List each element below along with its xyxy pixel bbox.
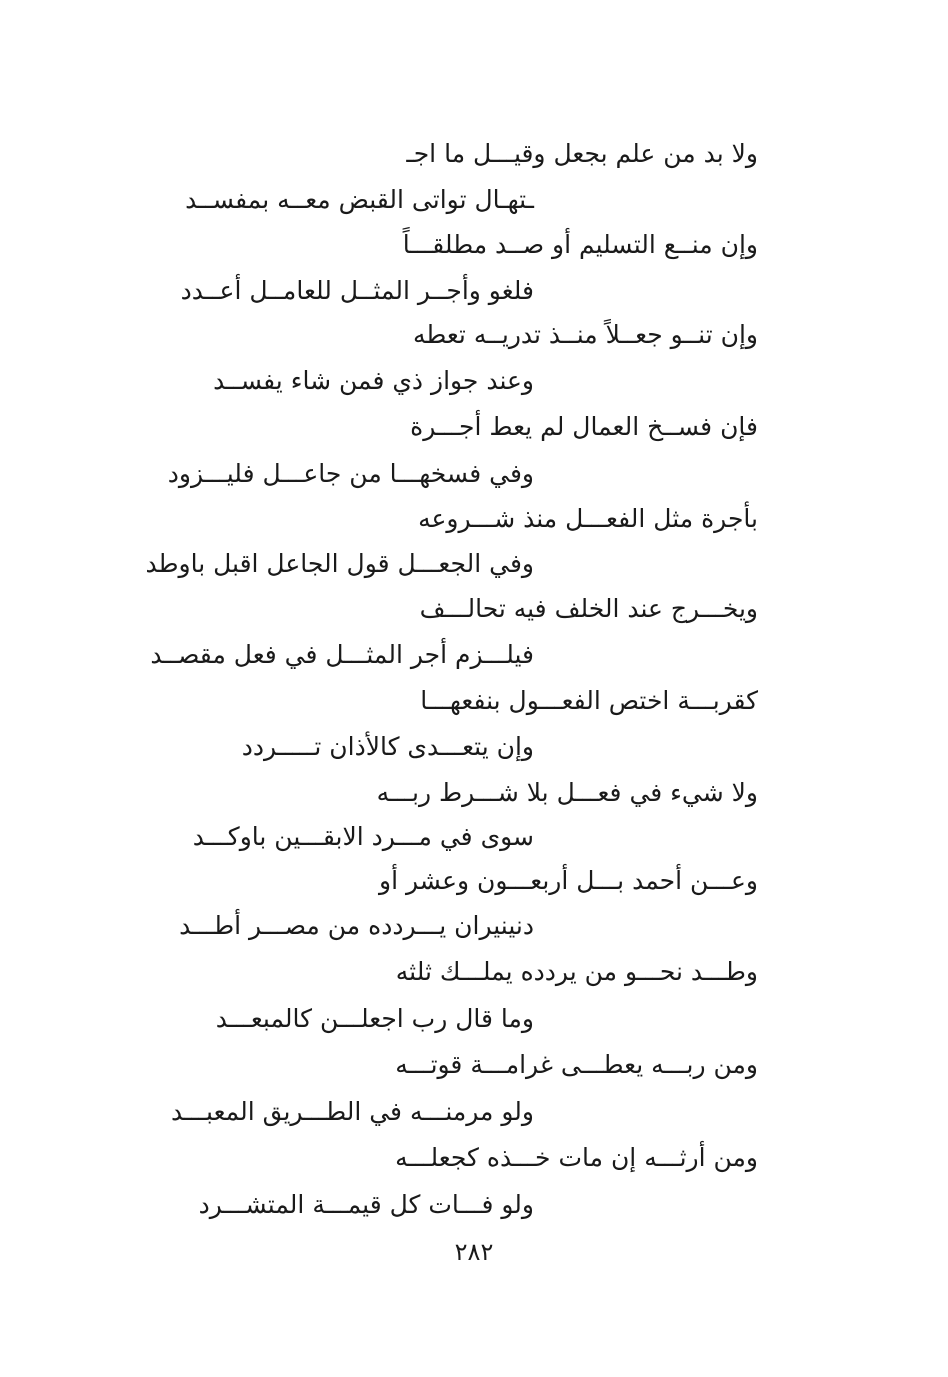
verse-second-hemistich: وإن يتعـــدى كالأذان تـــــردد: [241, 732, 534, 761]
verse-second-hemistich: ولو مرمنـــه في الطـــريق المعبـــد: [170, 1097, 534, 1126]
verse-first-hemistich: ولا بد من علم بجعل وقيـــل ما اجـ: [406, 139, 758, 168]
verse-first-hemistich: ويخـــرج عند الخلف فيه تحالـــف: [419, 594, 758, 623]
verse-first-hemistich: ومن ربـــه يعطـــى غرامـــة قوتـــه: [395, 1050, 758, 1079]
verse-second-hemistich: وفي فسخهـــا من جاعـــل فليـــزود: [167, 459, 534, 488]
verse-second-hemistich: وما قال رب اجعلـــن كالمبعـــد: [215, 1004, 534, 1033]
verse-first-hemistich: وإن تنــو جعــلاً منــذ تدريــه تعطه: [412, 320, 758, 349]
page-number: ٢٨٢: [454, 1238, 494, 1266]
verse-first-hemistich: وطـــد نحـــو من يردده يملـــك ثلثه: [395, 957, 758, 986]
verse-first-hemistich: ولا شيء في فعـــل بلا شـــرط ربـــه: [376, 778, 758, 807]
verse-second-hemistich: فيلـــزم أجر المثـــل في فعل مقصــد: [150, 640, 534, 669]
verse-first-hemistich: ومن أرثـــه إن مات خـــذه كجعلـــه: [395, 1143, 758, 1172]
verse-first-hemistich: وعـــن أحمد بـــل أربعـــون وعشر أو: [379, 866, 758, 895]
verse-second-hemistich: ولو فـــات كل قيمـــة المتشـــرد: [198, 1190, 534, 1219]
verse-second-hemistich: دنينيران يـــردده من مصـــر أطـــد: [179, 911, 534, 940]
verse-second-hemistich: وعند جواز ذي فمن شاء يفســد: [213, 366, 534, 395]
verse-first-hemistich: كقربـــة اختص الفعـــول بنفعهـــا: [420, 686, 758, 715]
verse-first-hemistich: وإن منــع التسليم أو صــد مطلقـــاً: [402, 230, 758, 259]
verse-first-hemistich: بأجرة مثل الفعـــل منذ شـــروعه: [418, 504, 758, 533]
verse-first-hemistich: فإن فســخ العمال لم يعط أجـــرة: [410, 412, 758, 441]
verse-second-hemistich: سوى في مـــرد الابقـــين باوكـــد: [192, 822, 534, 851]
verse-second-hemistich: وفي الجعـــل قول الجاعل اقبل باوطد: [145, 549, 534, 578]
verse-second-hemistich: ـتهـال تواتى القبض معــه بمفســد: [185, 185, 534, 214]
verse-second-hemistich: فلغو وأجــر المثــل للعامــل أعــدد: [180, 276, 534, 305]
